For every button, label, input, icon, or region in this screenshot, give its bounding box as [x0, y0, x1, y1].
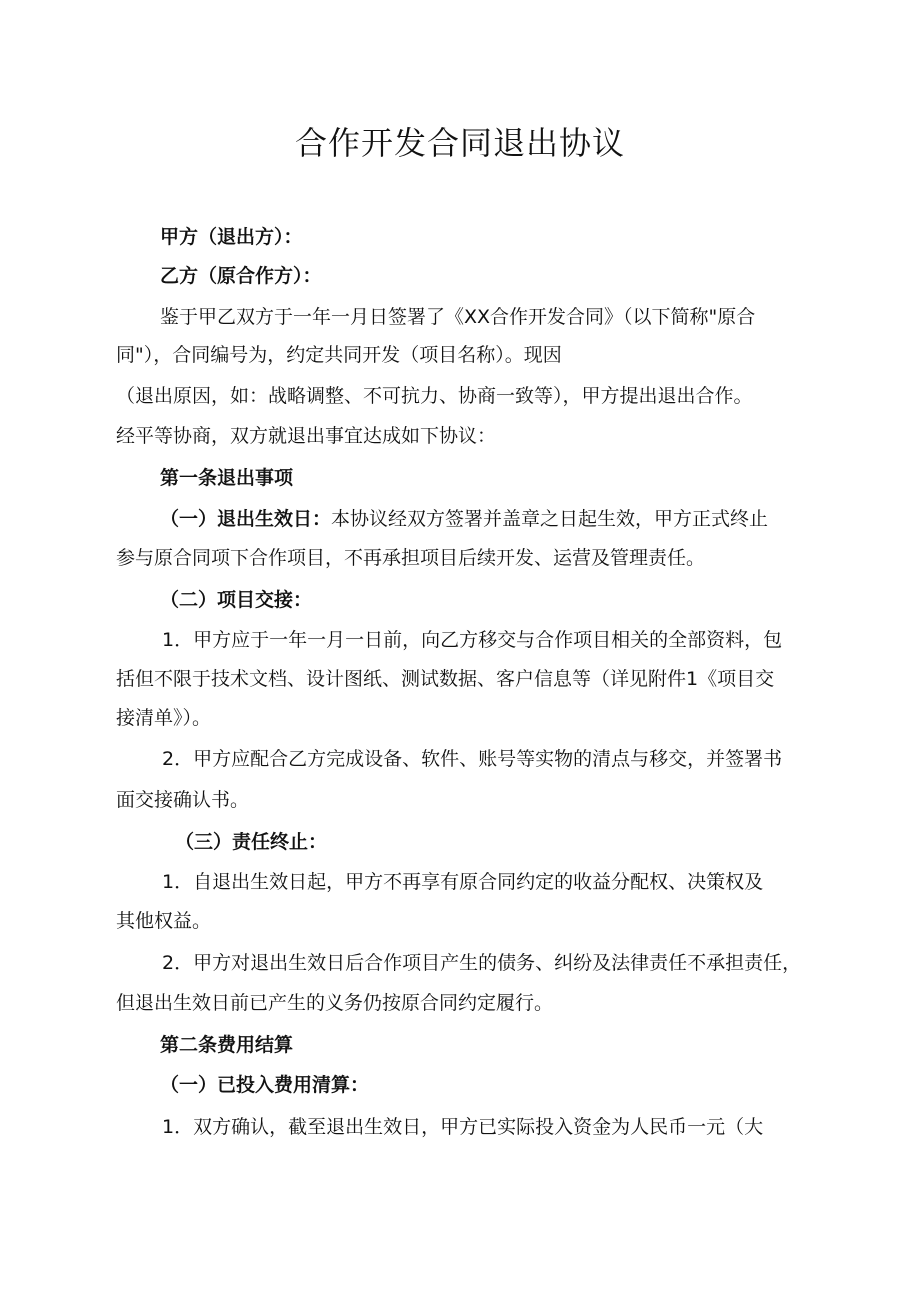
article-2-item-1-label: （一）已投入费用清算： — [160, 1074, 370, 1096]
paragraph-line: 括但不限于技术文档、设计图纸、测试数据、客户信息等（详见附件1《项目交 — [116, 668, 775, 690]
document-title: 合作开发合同退出协议 — [294, 124, 625, 162]
party-b-label: 乙方（原合作方）： — [160, 265, 322, 287]
item-label: （一）退出生效日： — [160, 508, 332, 530]
preamble-line: （退出原因，如：战略调整、不可抗力、协商一致等），甲方提出退出合作。 — [116, 385, 753, 407]
preamble-line: 鉴于甲乙双方于一年一月日签署了《XX合作开发合同》（以下简称"原合 — [160, 306, 756, 328]
paragraph-line: 1．双方确认，截至退出生效日，甲方已实际投入资金为人民币一元（大 — [162, 1116, 764, 1138]
preamble-line: 同"），合同编号为，约定共同开发（项目名称）。现因 — [116, 344, 562, 366]
article-2-heading: 第二条费用结算 — [160, 1034, 294, 1056]
article-1-item-2-label: （二）项目交接： — [160, 589, 313, 611]
paragraph-line: 2．甲方对退出生效日后合作项目产生的债务、纠纷及法律责任不承担责任， — [162, 952, 802, 974]
article-1-item-3-label: （三）责任终止： — [175, 831, 328, 853]
preamble-line: 经平等协商，双方就退出事宜达成如下协议： — [116, 425, 497, 447]
paragraph-line: 1．自退出生效日起，甲方不再享有原合同约定的收益分配权、决策权及 — [162, 871, 764, 893]
paragraph-line: 接清单》）。 — [116, 707, 212, 729]
paragraph-line: 面交接确认书。 — [116, 789, 250, 811]
party-a-label: 甲方（退出方）： — [160, 226, 303, 248]
article-1-item-1 — [160, 506, 850, 532]
article-1-item-1-cont: 参与原合同项下合作项目，不再承担项目后续开发、运营及管理责任。 — [116, 547, 706, 569]
article-1-heading: 第一条退出事项 — [160, 467, 294, 489]
paragraph-line: 其他权益。 — [116, 910, 212, 932]
paragraph-line: 但退出生效日前已产生的义务仍按原合同约定履行。 — [116, 992, 554, 1014]
item-text: 本协议经双方签署并盖章之日起生效，甲方正式终止 — [331, 508, 769, 530]
paragraph-line: 2．甲方应配合乙方完成设备、软件、账号等实物的清点与移交，并签署书 — [162, 748, 783, 770]
paragraph-line: 1．甲方应于一年一月一日前，向乙方移交与合作项目相关的全部资料，包 — [162, 629, 783, 651]
